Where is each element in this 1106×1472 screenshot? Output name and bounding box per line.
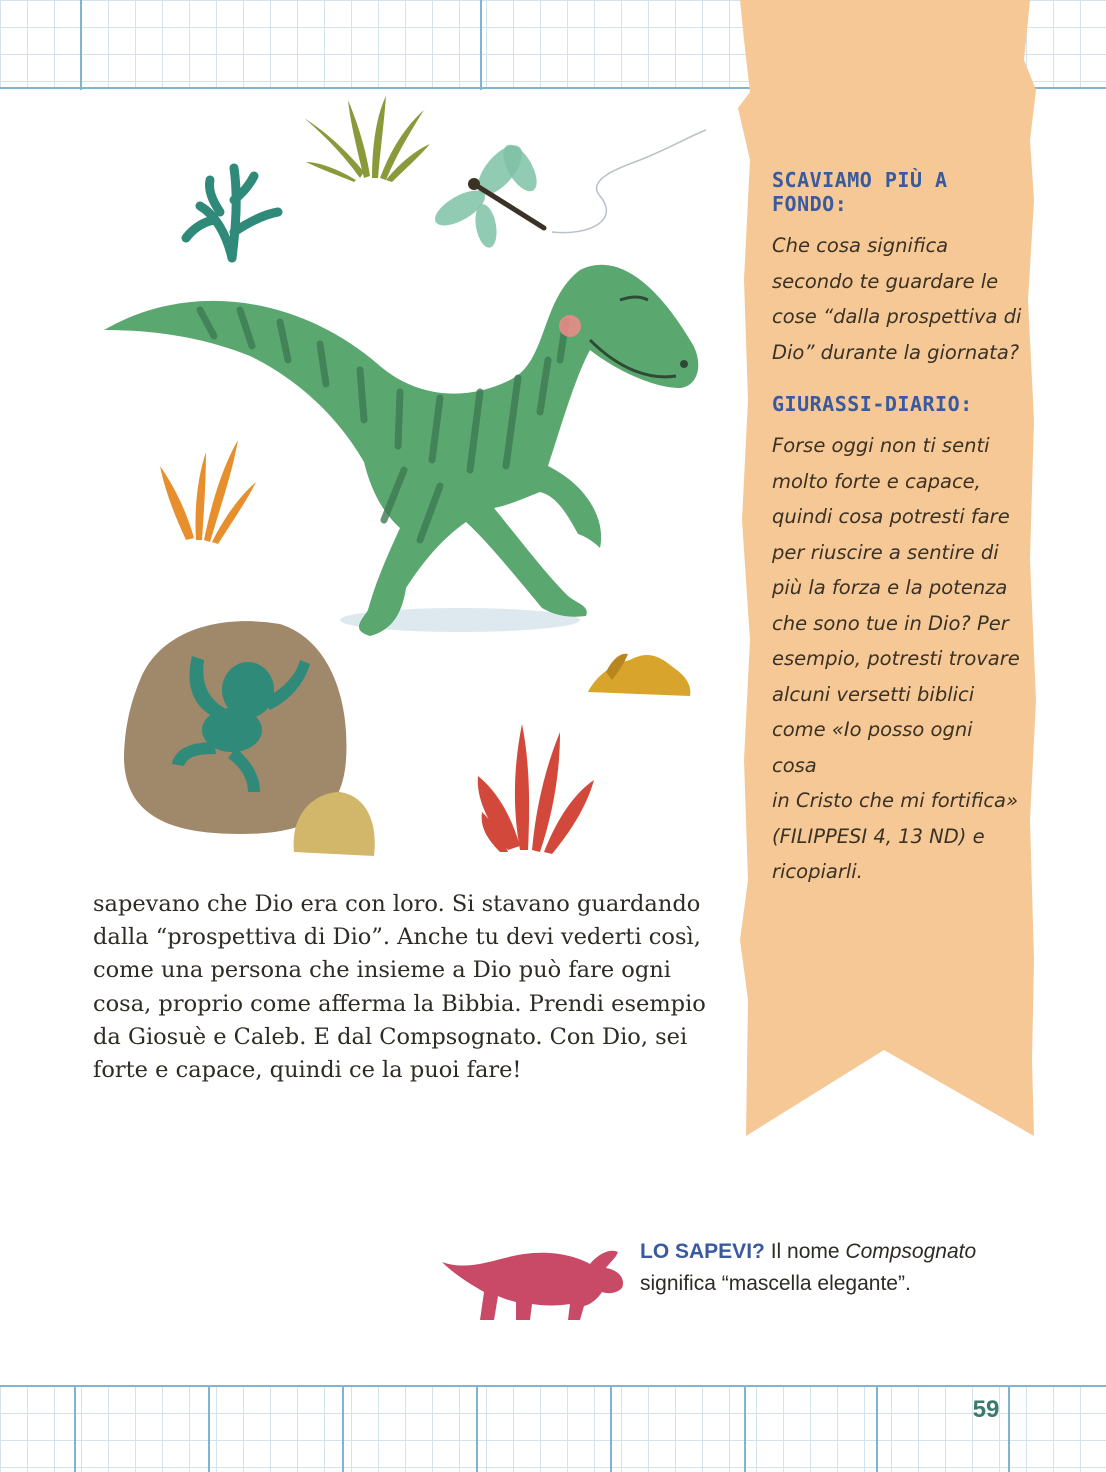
- did-you-know-label: LO SAPEVI?: [640, 1240, 765, 1263]
- sidebar-heading-journal: GIURASSI-DIARIO:: [772, 392, 973, 416]
- triceratops-icon: [440, 1240, 630, 1326]
- plant-icon: [478, 724, 594, 854]
- sidebar-journal-text: Forse oggi non ti senti molto forte e capace, quindi cosa potresti fare per riuscire a sentire di più la forza e la potenza che sono tue in Dio? Per esempio, potresti trovare alcuni versetti biblici come «Io posso ogni cosa in Cristo che mi fortifica» (FILIPPESI 4, 13 ND) e ricopiarli.: [772, 434, 1020, 883]
- body-line: come una persona che insieme a Dio può fare ogni: [93, 957, 671, 984]
- body-line: dalla “prospettiva di Dio”. Anche tu devi vederti così,: [93, 924, 701, 951]
- body-line: forte e capace, quindi ce la puoi fare!: [93, 1057, 522, 1084]
- plant-icon: [160, 440, 256, 544]
- grid-tick: [744, 1385, 746, 1472]
- grid-tick: [208, 1385, 210, 1472]
- illustration: [0, 0, 734, 880]
- plant-icon: [304, 96, 430, 182]
- bottom-rule: [0, 1385, 1106, 1387]
- coral-icon: [186, 168, 278, 258]
- did-you-know-box: LO SAPEVI? Il nome Compsognato significa “mascella elegante”.: [640, 1240, 977, 1295]
- sidebar: [772, 168, 1022, 890]
- grid-tick: [876, 1385, 878, 1472]
- grid-tick: [610, 1385, 612, 1472]
- sidebar-question: Che cosa significa secondo te guardare le cose “dalla prospettiva di Dio” durante la giornata?: [772, 234, 1022, 364]
- grid-tick: [342, 1385, 344, 1472]
- page-number: 59: [972, 1396, 1000, 1423]
- sidebar-heading-dig-deeper: SCAVIAMO PIÙ A FONDO:: [772, 168, 948, 216]
- body-line: cosa, proprio come afferma la Bibbia. Prendi esempio: [93, 990, 706, 1017]
- body-paragraph: [93, 888, 713, 1087]
- grid-tick: [476, 1385, 478, 1472]
- body-line: sapevano che Dio era con loro. Si stavano guardando: [93, 891, 701, 917]
- rock-icon: [124, 621, 375, 856]
- grid-tick: [74, 1385, 76, 1472]
- dragonfly-icon: [430, 130, 706, 249]
- dinosaur-illustration: [104, 265, 698, 636]
- body-line: da Giosuè e Caleb. E dal Compsognato. Con Dio, sei: [93, 1023, 688, 1050]
- plant-icon: [588, 654, 690, 696]
- bottom-grid-band: [0, 1386, 1106, 1472]
